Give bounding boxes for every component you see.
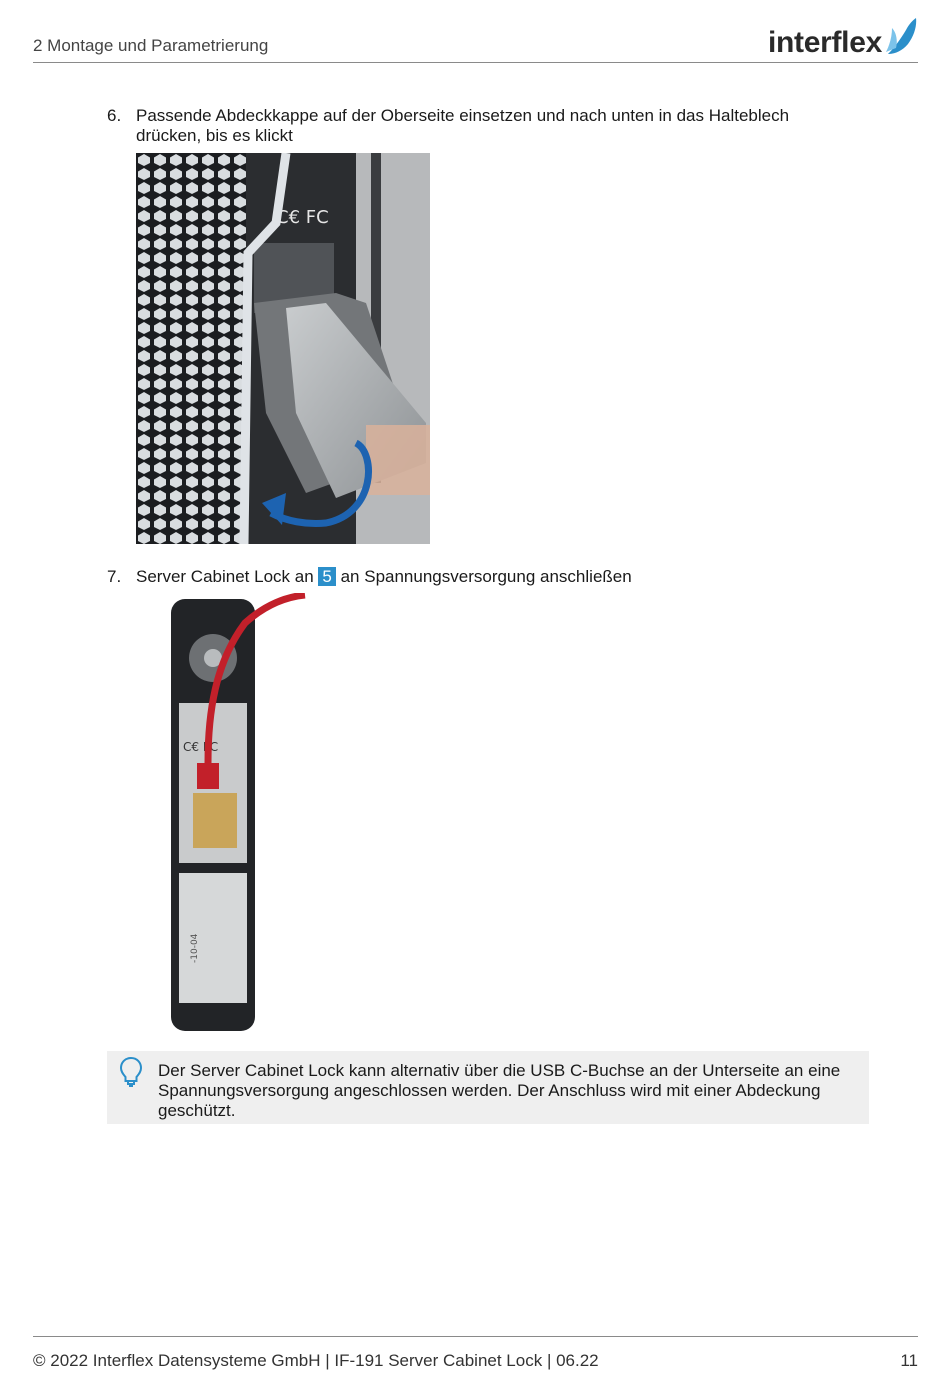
- step-text-before: Server Cabinet Lock an: [136, 567, 314, 586]
- step-text-after: an Spannungsversorgung anschließen: [340, 567, 632, 586]
- page-footer: [33, 1336, 918, 1370]
- interflex-logo: [768, 14, 918, 58]
- cover-cap-photo: [136, 153, 430, 544]
- step-number: 7.: [107, 567, 122, 586]
- butterfly-icon: [884, 18, 918, 58]
- position-badge: 5: [318, 567, 335, 586]
- step-text: [136, 567, 856, 587]
- logo-wordmark: interflex: [767, 26, 882, 59]
- section-title: 2 Montage und Parametrierung: [33, 36, 269, 55]
- step-text: Passende Abdeckkappe auf der Oberseite einsetzen und nach unten in das Halteblech drücken, bis es klickt: [136, 106, 790, 145]
- svg-text:C€ FC: C€ FC: [183, 740, 219, 754]
- lock-power-photo: [165, 593, 315, 1033]
- page-header: [33, 26, 918, 63]
- step-number: 6.: [107, 106, 122, 125]
- lightbulb-icon: [119, 1056, 143, 1088]
- svg-text:C€ FC: C€ FC: [276, 207, 329, 228]
- copyright-text: © 2022 Interflex Datensysteme GmbH | IF-191 Server Cabinet Lock | 06.22: [33, 1351, 599, 1370]
- page-number: 11: [900, 1351, 918, 1370]
- tip-note: [107, 1051, 869, 1124]
- svg-text:-10-04: -10-04: [190, 933, 200, 963]
- tip-text: Der Server Cabinet Lock kann alternativ über die USB C-Buchse an der Unterseite an eine Spannungsversorgung angeschlossen werden. Der Anschluss wird mit einer Abdeckung geschützt.: [158, 1061, 841, 1120]
